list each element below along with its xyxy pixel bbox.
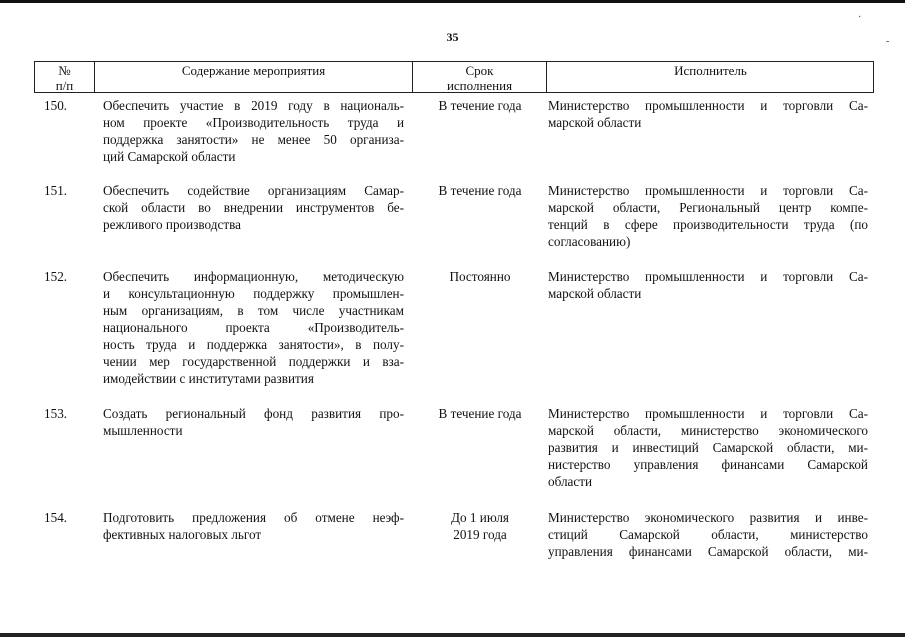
text-line: Министерство промышленности и торговли Са- [548,183,868,198]
row-number: 150. [44,98,68,113]
text-line: Обеспечить информационную, методическую [103,269,404,284]
text-line: ном проекте «Производительность труда и [103,115,404,130]
text-line: марской области, Региональный центр компе- [548,200,868,215]
text-line: ций Самарской области [103,149,236,164]
text-line: развития и инвестиций Самарской области, ми- [548,440,868,455]
row-term [420,97,540,114]
text-line: В течение года [438,183,522,198]
text-line: Министерство экономического развития и инве- [548,510,868,525]
header-content-column [95,62,413,92]
row-content [103,509,404,543]
text-line: В течение года [438,98,522,113]
text-line: управления финансами Самарской области, ми- [548,544,868,559]
row-executor [548,405,868,490]
header-text: № [58,63,71,78]
header-text: Срок [465,63,494,78]
text-line: До 1 июля [450,510,509,525]
text-line: Обеспечить содействие организациям Самар- [103,183,404,198]
text-line: и консультационную поддержку промышлен- [103,286,404,301]
scan-speck: - [886,36,890,47]
header-text: исполнения [446,78,513,93]
row-number: 152. [44,269,68,284]
text-line: мышленности [103,423,183,438]
text-line: Министерство промышленности и торговли Са- [548,98,868,113]
header-text: Содержание мероприятия [181,63,326,78]
text-line: области [548,474,593,489]
text-line: 2019 года [453,527,507,542]
row-content [103,182,404,233]
text-line: Подготовить предложения об отмене неэф- [103,510,404,525]
text-line: согласованию) [548,234,631,249]
text-line: режливого производства [103,217,241,232]
row-number: 153. [44,406,68,421]
text-line: ской области во внедрении инструментов бе- [103,200,404,215]
text-line: имодействии с институтами развития [103,371,314,386]
text-line: стиций Самарской области, министерство [548,527,868,542]
row-term [420,182,540,199]
text-line: Министерство промышленности и торговли Са- [548,406,868,421]
row-number: 151. [44,183,68,198]
row-term [420,509,540,543]
row-term [420,268,540,285]
top-border-line [0,0,905,3]
text-line: Постоянно [449,269,511,284]
row-executor [548,268,868,302]
text-line: ным организациям, в том числе участникам [103,303,404,318]
text-line: марской области, министерство экономического [548,423,868,438]
text-line: ность труда и поддержка занятости», в полу- [103,337,404,352]
text-line: чении мер государственной поддержки и вза- [103,354,404,369]
row-executor [548,97,868,131]
text-line: фективных налоговых льгот [103,527,262,542]
row-executor [548,182,868,250]
page-number: 35 [446,30,459,44]
header-executor-column [547,62,874,92]
scan-speck: · [858,12,862,23]
header-term-column [413,62,547,92]
row-number: 154. [44,510,68,525]
text-line: Создать региональный фонд развития про- [103,406,404,421]
header-text: Исполнитель [674,63,747,78]
header-number-column [35,62,95,92]
text-line: Министерство промышленности и торговли Са- [548,269,868,284]
table-header [34,61,874,93]
text-line: национального проекта «Производитель- [103,320,404,335]
text-line: марской области [548,286,642,301]
text-line: марской области [548,115,642,130]
text-line: Обеспечить участие в 2019 году в националь- [103,98,404,113]
text-line: поддержка занятости» не менее 50 организа- [103,132,404,147]
row-content [103,97,404,165]
row-content [103,405,404,439]
row-executor [548,509,868,560]
bottom-border-line [0,633,905,637]
header-text: п/п [55,78,74,93]
row-content [103,268,404,387]
row-term [420,405,540,422]
text-line: тенций в сфере производительности труда (по [548,217,868,232]
text-line: нистерство управления финансами Самарской [548,457,868,472]
text-line: В течение года [438,406,522,421]
